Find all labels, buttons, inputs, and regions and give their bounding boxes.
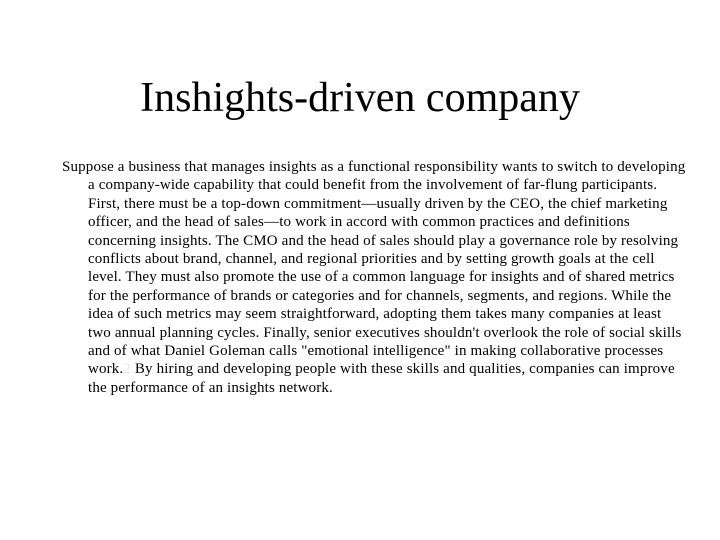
body-paragraph — [62, 158, 688, 397]
body-text-main: Suppose a business that manages insights as a functional responsibility wants to switch to developing a company-wide capability that could benefit from the involvement of far-flung participants. First, there must be a top-down commitment—usually driven by the CEO, the chief marketing officer, and the head of sales—to work in accord with common practices and definitions concerning insights. The CMO and the head of sales should play a governance role by resolving conflicts about brand, channel, and regional priorities and by setting growth goals at the cell level. They must also promote the use of a common language for insights and of shared metrics for the performance of brands or categories and for channels, segments, and regions. While the idea of such metrics may seem straightforward, adopting them takes many companies at least two annual planning cycles. Finally, senior executives shouldn't overlook the role of social skills and of what Daniel Goleman calls "emotional intelligence" in making collaborative processes work. — [62, 159, 686, 378]
body-text-end: By hiring and developing people with these skills and qualities, companies can improve the performance of an insights network. — [88, 361, 675, 396]
slide-title: Inshights-driven company — [140, 75, 580, 121]
footnote-marker: 2 — [123, 361, 131, 378]
